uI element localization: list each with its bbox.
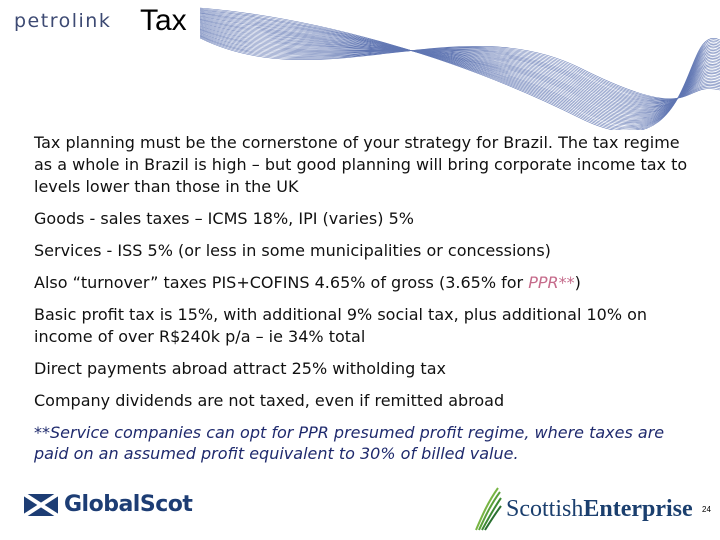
wave-line — [200, 28, 720, 106]
wave-line — [200, 13, 720, 124]
dividends-line: Company dividends are not taxed, even if remitted abroad — [34, 391, 505, 410]
ppr-highlight: PPR** — [528, 273, 575, 292]
ppr-footnote: **Service companies can opt for PPR presumed profit regime, where taxes are paid on an assumed profit equivalent to 30% of billed value. — [34, 423, 665, 463]
intro-paragraph: Tax planning must be the cornerstone of your strategy for Brazil. The tax regime as a whole in Brazil is high – but good planning will bring corporate income tax to levels lower than those in the UK — [34, 133, 688, 196]
page-title: Tax — [140, 4, 187, 37]
wave-line — [200, 23, 720, 113]
wave-line — [200, 8, 720, 130]
turnover-tax-line — [34, 272, 694, 294]
services-tax-line: Services - ISS 5% (or less in some municipalities or concessions) — [34, 241, 551, 260]
wave-line — [200, 33, 720, 101]
profit-tax-line: Basic profit tax is 15%, with additional 9% social tax, plus additional 10% on income of over R$240k p/a – ie 34% total — [34, 305, 648, 346]
wave-line — [200, 19, 720, 117]
main-content — [34, 132, 694, 480]
wave-line — [200, 32, 720, 103]
wave-line — [200, 30, 720, 105]
wave-line — [200, 34, 720, 100]
scottish-word: Scottish — [506, 495, 584, 522]
globalscot-wordmark: GlobalScot — [64, 492, 193, 517]
goods-tax-line: Goods - sales taxes – ICMS 18%, IPI (varies) 5% — [34, 209, 414, 228]
scottish-enterprise-wordmark — [506, 496, 693, 523]
withholding-tax-line: Direct payments abroad attract 25% witholding tax — [34, 359, 446, 378]
page-number: 24 — [702, 505, 711, 514]
decorative-wave-graphic — [200, 0, 720, 130]
globalscot-logo — [24, 492, 192, 517]
scottish-enterprise-swoosh-icon — [472, 486, 502, 532]
enterprise-word: Enterprise — [583, 495, 693, 522]
turnover-tax-text: Also “turnover” taxes PIS+COFINS 4.65% of gross (3.65% for — [34, 273, 529, 292]
scottish-enterprise-logo — [472, 486, 693, 532]
petrolink-logo: petrolink — [14, 10, 112, 32]
turnover-tax-close: ) — [574, 273, 581, 292]
saltire-flag-icon — [24, 494, 58, 516]
wave-line — [200, 36, 720, 99]
